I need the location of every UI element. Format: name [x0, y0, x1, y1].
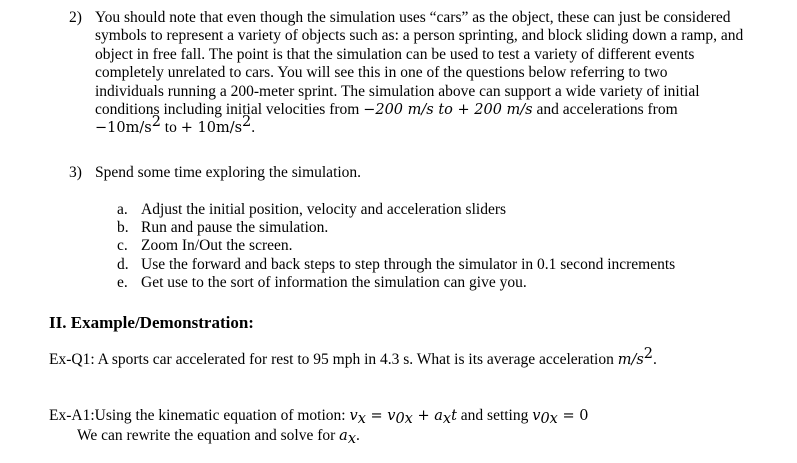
- subitem-d-letter: d.: [117, 256, 129, 273]
- eq-v-sub: x: [357, 411, 366, 427]
- example-answer-line-1: [49, 407, 588, 425]
- example-answer-line-2-text: We can rewrite the equation and solve for: [77, 427, 340, 444]
- example-question-text: Ex-Q1: A sports car accelerated for rest to 95 mph in 4.3 s. What is its average acceleration: [49, 351, 618, 368]
- subitem-a-text: Adjust the initial position, velocity and acceleration sliders: [141, 201, 507, 218]
- set-v: v: [532, 408, 541, 424]
- subitem-c-letter: c.: [117, 237, 128, 254]
- set-value: = 0: [557, 408, 589, 424]
- subitem-e-text: Get use to the sort of information the simulation can give you.: [141, 274, 527, 291]
- eq-equals: =: [365, 408, 388, 424]
- subitem-b-text: Run and pause the simulation.: [141, 219, 329, 236]
- item-2-line-5: individuals running a 200-meter sprint. The simulation above can support a wide variety of initial: [95, 82, 700, 100]
- section-heading: II. Example/Demonstration:: [49, 313, 254, 332]
- subitem-b-letter: b.: [117, 219, 129, 236]
- example-question-exp: 2: [643, 346, 654, 362]
- item-2-line-4: completely unrelated to cars. You will see this in one of the questions below referring to two: [95, 64, 668, 82]
- example-answer-text: Ex-A1:Using the kinematic equation of motion:: [49, 407, 350, 424]
- subitem-d-text: Use the forward and back steps to step through the simulator in 0.1 second increments: [141, 256, 676, 273]
- solve-a: a: [339, 428, 348, 444]
- acc-end: .: [251, 119, 256, 137]
- item-2-paragraph: [95, 9, 785, 138]
- example-answer-line-2: [77, 427, 360, 445]
- solve-end: .: [356, 427, 360, 444]
- acc-end-exp: 2: [242, 114, 252, 131]
- acc-mid: to: [160, 119, 181, 137]
- acc-range-end: + 10m/s: [180, 120, 243, 137]
- eq-mid-text: and setting: [456, 407, 533, 424]
- item-3-text: Spend some time exploring the simulation.: [95, 164, 362, 181]
- item-2-line-7: [95, 114, 785, 137]
- example-question: [49, 346, 657, 369]
- eq-v: v: [349, 408, 358, 424]
- eq-t: t: [451, 408, 457, 424]
- subitem-c-text: Zoom In/Out the screen.: [141, 237, 293, 254]
- eq-a-sub: x: [442, 411, 452, 427]
- velocity-range: −200 m/s to + 200 m/s: [363, 102, 533, 119]
- eq-v0: v: [387, 408, 396, 424]
- velocity-suffix: and accelerations from: [532, 101, 678, 119]
- example-question-unit: m/s: [617, 352, 644, 368]
- item-2-line-3: object in free fall. The point is that the simulation can be used to test a variety of different events: [95, 45, 695, 63]
- eq-a: a: [434, 408, 443, 424]
- eq-v0-sub: 0x: [395, 411, 413, 427]
- example-question-end: .: [653, 351, 657, 368]
- eq-plus: +: [412, 408, 435, 424]
- item-2-line-6: [95, 101, 785, 119]
- acc-start-exp: 2: [151, 114, 161, 131]
- subitem-e-letter: e.: [117, 274, 128, 291]
- item-2-line-2: symbols to represent a variety of objects such as: a person sprinting, and block sliding down a ramp, and: [95, 27, 744, 45]
- solve-a-sub: x: [347, 431, 356, 447]
- subitem-a-letter: a.: [117, 201, 128, 218]
- item-2-line-1: You should note that even though the simulation uses “cars” as the object, these can just be considered: [95, 9, 731, 26]
- item-2-number: 2): [69, 9, 82, 26]
- item-2-line-6-text: conditions including initial velocities from: [95, 101, 364, 119]
- item-3-number: 3): [69, 164, 82, 181]
- set-v-sub: 0x: [540, 411, 558, 427]
- acc-range-start: −10m/s: [95, 120, 152, 137]
